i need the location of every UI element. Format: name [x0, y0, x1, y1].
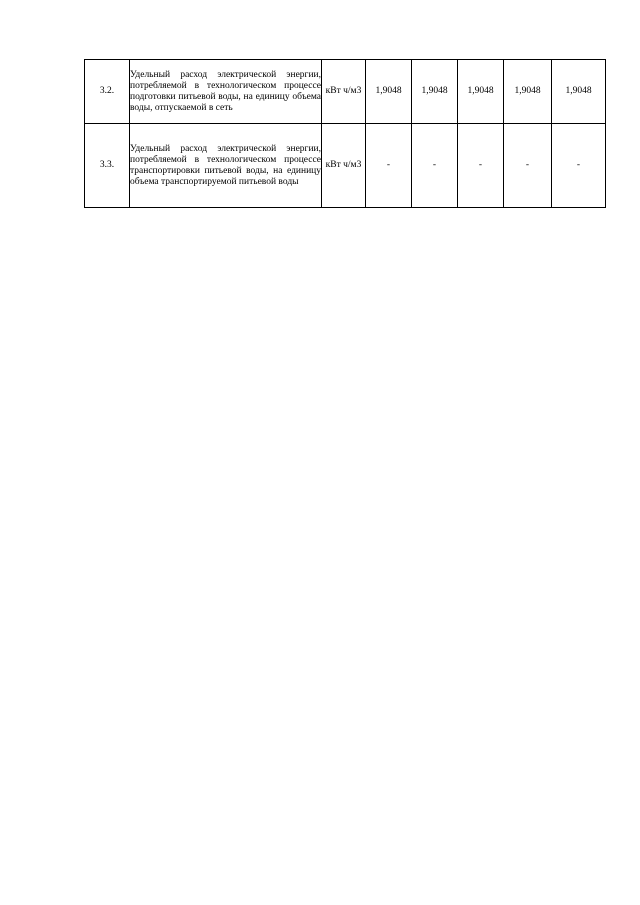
row-value: 1,9048: [366, 60, 412, 124]
table-row: [85, 60, 606, 124]
row-value: -: [552, 124, 606, 208]
indicators-table: [84, 59, 606, 208]
row-unit: кВт ч/м3: [322, 60, 366, 124]
row-value: 1,9048: [504, 60, 552, 124]
row-value: -: [458, 124, 504, 208]
row-value: 1,9048: [412, 60, 458, 124]
row-number: 3.3.: [85, 124, 130, 208]
row-description: Удельный расход электрической энергии, потребляемой в технологическом процессе транспортировки питьевой воды, на единицу объема транспортируемой питьевой воды: [130, 124, 322, 208]
row-value: -: [412, 124, 458, 208]
row-number: 3.2.: [85, 60, 130, 124]
row-value: 1,9048: [458, 60, 504, 124]
row-value: -: [366, 124, 412, 208]
row-value: -: [504, 124, 552, 208]
row-value: 1,9048: [552, 60, 606, 124]
table-row: [85, 124, 606, 208]
row-unit: кВт ч/м3: [322, 124, 366, 208]
row-description: Удельный расход электрической энергии, потребляемой в технологическом процессе подготовки питьевой воды, на единицу объема воды, отпускаемой в сеть: [130, 60, 322, 124]
